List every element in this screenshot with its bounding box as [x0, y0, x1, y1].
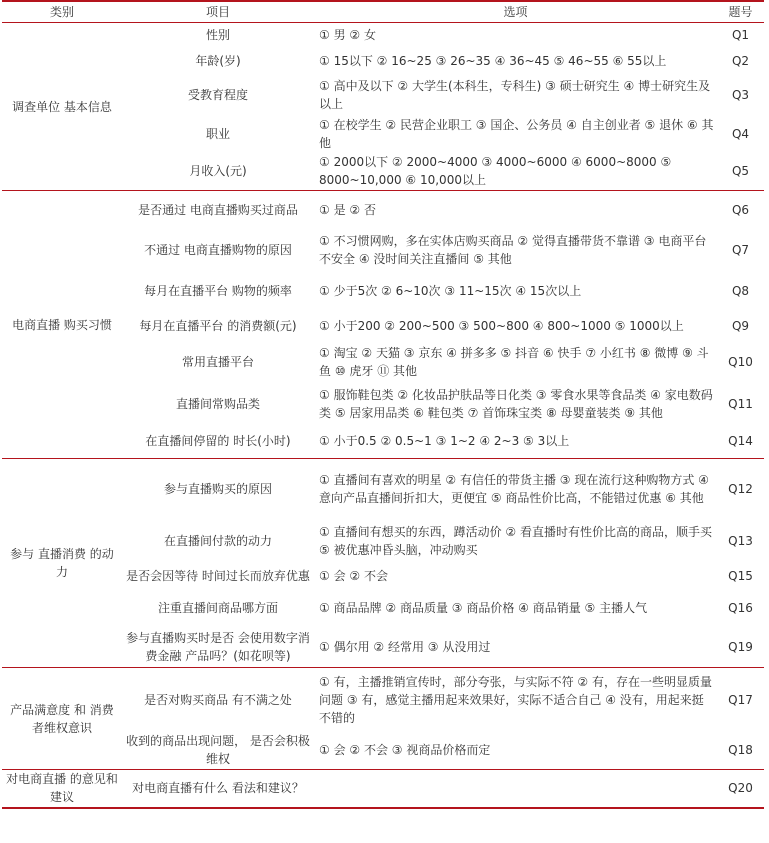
number-cell: Q2: [731, 54, 750, 68]
number-cell: Q7: [731, 242, 750, 257]
item-cell: 是否会因等待 时间过长而放弃优惠: [126, 568, 310, 583]
table-row: [2, 23, 764, 48]
options-cell: [314, 770, 717, 808]
options-cell: ① 小于200 ② 200~500 ③ 500~800 ④ 800~1000 ⑤ 1000以上: [319, 319, 684, 333]
options-cell: ① 是 ② 否: [319, 202, 376, 217]
item-cell: 参与直播购买时是否 会使用数字消费金融 产品吗？(如花呗等): [122, 628, 314, 668]
options-cell: ① 小于0.5 ② 0.5~1 ③ 1~2 ④ 2~3 ⑤ 3以上: [314, 425, 717, 459]
table-row: [2, 770, 764, 808]
item-cell: 年龄(岁): [195, 54, 241, 68]
options-cell: ① 会 ② 不会: [319, 568, 388, 583]
options-cell: ① 男 ② 女: [319, 28, 376, 43]
options-cell: ① 商品品牌 ② 商品质量 ③ 商品价格 ④ 商品销量 ⑤ 主播人气: [319, 600, 648, 615]
item-cell: 是否通过 电商直播购买过商品: [138, 202, 298, 217]
options-cell: ① 15以下 ② 16~25 ③ 26~35 ④ 36~45 ⑤ 46~55 ⑥ 55以上: [319, 54, 667, 68]
header-row: [2, 1, 764, 23]
options-cell: ① 服饰鞋包类 ② 化妆品护肤品等日化类 ③ 零食水果等食品类 ④ 家电数码类 ⑤ 居家用品类 ⑥ 鞋包类 ⑦ 首饰珠宝类 ⑧ 母婴童装类 ⑨ 其他: [319, 387, 713, 420]
category-cell: 产品满意度 和 消费者维权意识: [2, 668, 122, 770]
item-cell: 受教育程度: [187, 87, 248, 102]
number-cell: Q8: [731, 284, 750, 298]
options-cell: ① 少于5次 ② 6~10次 ③ 11~15次 ④ 15次以上: [319, 284, 582, 298]
category-cell: 调查单位 基本信息: [2, 23, 122, 191]
number-cell: Q9: [731, 319, 750, 333]
category-cell: 对电商直播 的意见和建议: [2, 770, 122, 808]
number-cell: Q11: [728, 396, 753, 411]
number-cell: Q19: [717, 628, 764, 668]
options-cell: ① 不习惯网购，多在实体店购买商品 ② 觉得直播带货不靠谱 ③ 电商平台不安全 ④ 没时间关注直播间 ⑤ 其他: [319, 233, 707, 266]
table-row: [2, 191, 764, 229]
item-cell: 在直播间停留的 时长(小时): [122, 425, 314, 459]
options-cell: ① 直播间有喜欢的明星 ② 有信任的带货主播 ③ 现在流行这种购物方式 ④ 意向产品直播间折扣大，更便宜 ⑤ 商品性价比高，不能错过优惠 ⑥ 其他: [319, 472, 709, 505]
options-cell: ① 2000以下 ② 2000~4000 ③ 4000~6000 ④ 6000~8000 ⑤ 8000~10,000 ⑥ 10,000以上: [314, 153, 717, 191]
number-cell: Q14: [717, 425, 764, 459]
options-cell: ① 偶尔用 ② 经常用 ③ 从没用过: [314, 628, 717, 668]
number-cell: Q6: [731, 202, 750, 217]
header-number: 题号: [717, 1, 764, 23]
item-cell: 常用直播平台: [181, 354, 254, 369]
number-cell: Q20: [717, 770, 764, 808]
table-row: [2, 668, 764, 732]
survey-table: [2, 0, 764, 809]
item-cell: 对电商直播有什么 看法和建议？: [122, 770, 314, 808]
number-cell: Q1: [731, 28, 750, 43]
item-cell: 参与直播购买的原因: [163, 481, 272, 496]
header-options: 选项: [314, 1, 717, 23]
number-cell: Q16: [728, 600, 753, 615]
item-cell: 注重直播间商品哪方面: [157, 600, 278, 615]
number-cell: Q15: [728, 568, 753, 583]
options-cell: ① 淘宝 ② 天猫 ③ 京东 ④ 拼多多 ⑤ 抖音 ⑥ 快手 ⑦ 小红书 ⑧ 微博 ⑨ 斗鱼 ⑩ 虎牙 ⑪ 其他: [319, 345, 709, 378]
category-cell: 电商直播 购买习惯: [2, 191, 122, 459]
item-cell: 是否对购买商品 有不满之处: [144, 692, 292, 707]
item-cell: 收到的商品出现问题， 是否会积极维权: [122, 732, 314, 770]
item-cell: 性别: [205, 28, 230, 43]
item-cell: 每月在直播平台 购物的频率: [144, 284, 292, 298]
header-category: 类别: [2, 1, 122, 23]
item-cell: 直播间常购品类: [175, 396, 260, 411]
number-cell: Q5: [717, 153, 764, 191]
item-cell: 不通过 电商直播购物的原因: [144, 242, 292, 257]
number-cell: Q4: [731, 126, 750, 141]
item-cell: 每月在直播平台 的消费额(元): [139, 319, 297, 333]
table-row: [2, 459, 764, 519]
number-cell: Q3: [731, 87, 750, 102]
header-item: 项目: [122, 1, 314, 23]
options-cell: ① 会 ② 不会 ③ 视商品价格而定: [314, 732, 717, 770]
item-cell: 月收入(元): [122, 153, 314, 191]
number-cell: Q17: [728, 692, 753, 707]
category-cell: 参与 直播消费 的动力: [2, 459, 122, 668]
number-cell: Q13: [728, 534, 753, 548]
options-cell: ① 高中及以下 ② 大学生(本科生，专科生) ③ 硕士研究生 ④ 博士研究生及以上: [319, 78, 711, 111]
number-cell: Q18: [717, 732, 764, 770]
number-cell: Q12: [728, 481, 753, 496]
options-cell: ① 有，主播推销宣传时，部分夸张，与实际不符 ② 有，存在一些明显质量问题 ③ 有，感觉主播用起来效果好，实际不适合自己 ④ 没有，用起来挺不错的: [319, 674, 712, 725]
item-cell: 职业: [205, 126, 230, 141]
options-cell: ① 直播间有想买的东西，蹲活动价 ② 看直播时有性价比高的商品，顺手买 ⑤ 被优惠冲昏头脑，冲动购买: [319, 525, 712, 557]
number-cell: Q10: [728, 354, 753, 369]
options-cell: ① 在校学生 ② 民营企业职工 ③ 国企、公务员 ④ 自主创业者 ⑤ 退休 ⑥ 其他: [319, 117, 714, 150]
item-cell: 在直播间付款的动力: [163, 534, 272, 548]
